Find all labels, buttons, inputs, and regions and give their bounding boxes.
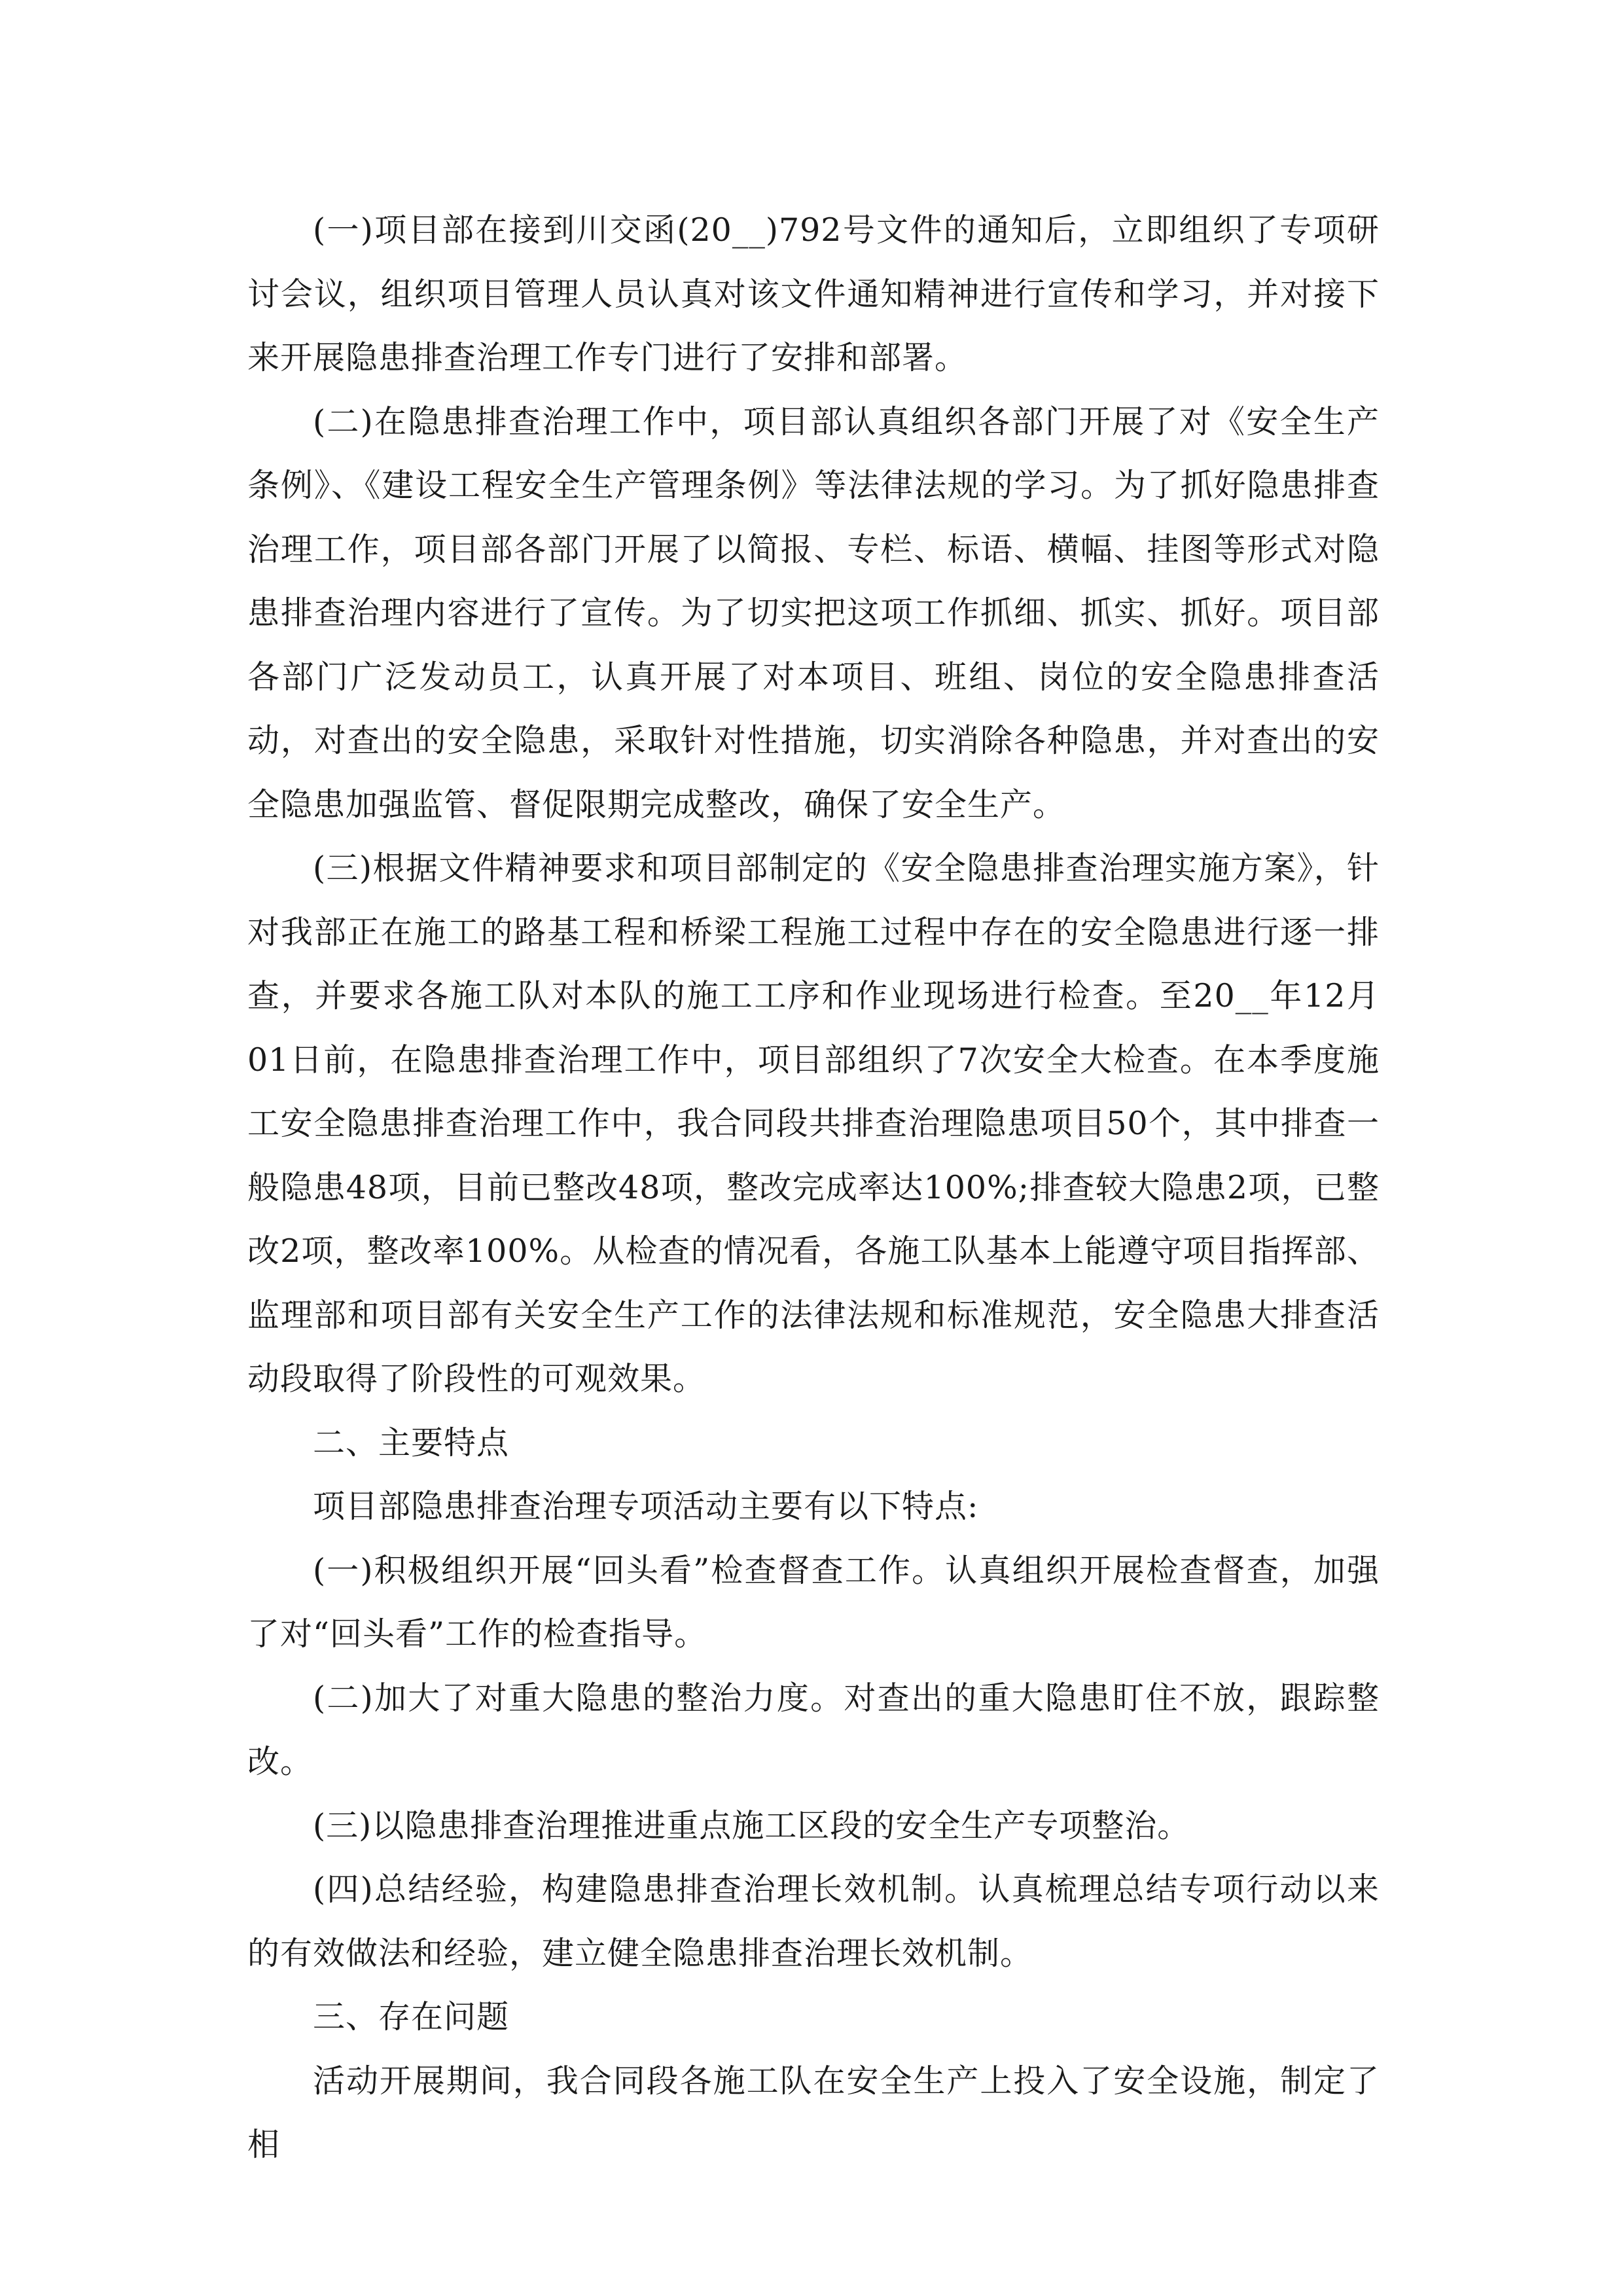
paragraph-feature-2: (二)加大了对重大隐患的整治力度。对查出的重大隐患盯住不放，跟踪整改。 [247, 1679, 1380, 1780]
paragraph-features-intro: 项目部隐患排查治理专项活动主要有以下特点: [313, 1488, 979, 1525]
paragraph-feature-1: (一)积极组织开展“回头看”检查督查工作。认真组织开展检查督查，加强了对“回头看”工作的检查指导。 [247, 1551, 1380, 1653]
paragraph-2: (二)在隐患排查治理工作中，项目部认真组织各部门开展了对《安全生产条例》、《建设工程安全生产管理条例》等法律法规的学习。为了抓好隐患排查治理工作，项目部各部门开展了以简报、专栏、标语、横幅、挂图等形式对隐患排查治理内容进行了宣传。为了切实把这项工作抓细、抓实、抓好。项目部各部门广泛发动员工，认真开展了对本项目、班组、岗位的安全隐患排查活动，对查出的安全隐患，采取针对性措施，切实消除各种隐患，并对查出的安全隐患加强监管、督促限期完成整改，确保了安全生产。 [247, 403, 1380, 823]
paragraph-3: (三)根据文件精神要求和项目部制定的《安全隐患排查治理实施方案》，针对我部正在施工的路基工程和桥梁工程施工过程中存在的安全隐患进行逐一排查，并要求各施工队对本队的施工工序和作业现场进行检查。至20__年12月01日前，在隐患排查治理工作中，项目部组织了7次安全大检查。在本季度施工安全隐患排查治理工作中，我合同段共排查治理隐患项目50个，其中排查一般隐患48项，目前已整改48项，整改完成率达100%;排查较大隐患2项，已整改2项，整改率100%。从检查的情况看，各施工队基本上能遵守项目指挥部、监理部和项目部有关安全生产工作的法律法规和标准规范，安全隐患大排查活动段取得了阶段性的可观效果。 [247, 850, 1380, 1397]
document-body [247, 198, 1380, 2177]
paragraph-1: (一)项目部在接到川交函(20__)792号文件的通知后，立即组织了专项研讨会议，组织项目管理人员认真对该文件通知精神进行宣传和学习，并对接下来开展隐患排查治理工作专门进行了安排和部署。 [247, 211, 1380, 376]
section-heading-existing-problems: 三、存在问题 [313, 1998, 510, 2036]
section-heading-main-features: 二、主要特点 [313, 1424, 510, 1462]
paragraph-problems-intro: 活动开展期间，我合同段各施工队在安全生产上投入了安全设施，制定了相 [247, 2062, 1380, 2163]
paragraph-feature-3: (三)以隐患排查治理推进重点施工区段的安全生产专项整治。 [313, 1806, 1190, 1844]
paragraph-feature-4: (四)总结经验，构建隐患排查治理长效机制。认真梳理总结专项行动以来的有效做法和经验，建立健全隐患排查治理长效机制。 [247, 1871, 1380, 1972]
